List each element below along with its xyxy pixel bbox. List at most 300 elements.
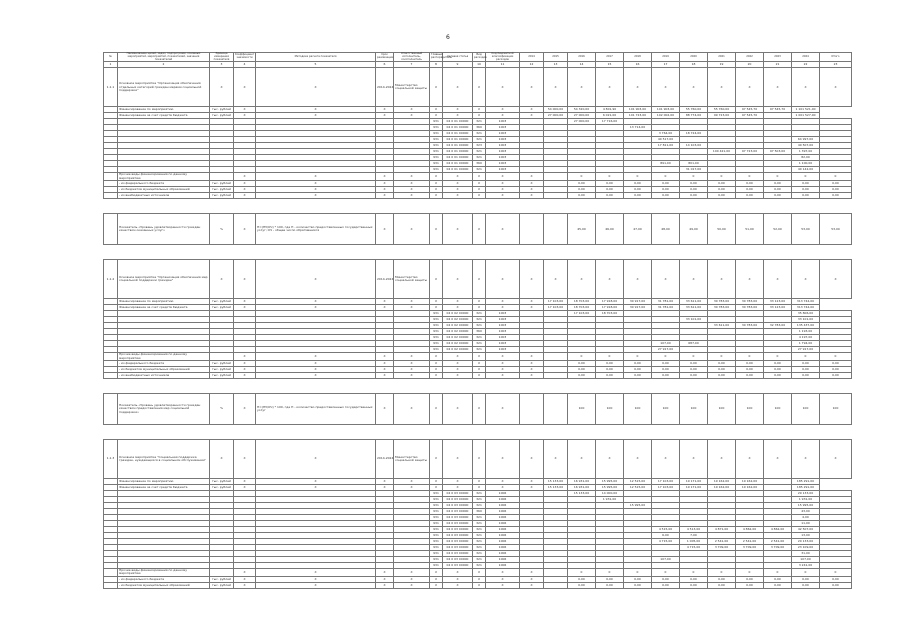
table-cell: X — [486, 440, 520, 479]
table-cell — [764, 199, 792, 214]
table-cell: X — [680, 260, 708, 299]
kbk-value: 11,00 — [792, 521, 820, 527]
document-table-sheet — [103, 52, 845, 612]
table-cell — [486, 425, 520, 440]
indicator-method: П=(ПУ/ОЧ) * 100, где П - количество предоставленных государственных услуг — [256, 394, 376, 425]
table-cell: X — [520, 576, 544, 582]
table-cell: X — [443, 181, 473, 187]
table-cell — [624, 379, 652, 394]
funding-value: 55 760,00 — [680, 107, 708, 113]
kbk-value: 20 133,00 — [792, 539, 820, 545]
kbk-target: 04 0 01 00000 — [443, 167, 473, 173]
kbk-grbs: 931 — [430, 563, 443, 569]
table-cell: X — [394, 569, 430, 577]
sub-financing-value: 0,00 — [624, 373, 652, 379]
table-cell: X — [376, 479, 394, 485]
table-cell: X — [394, 394, 430, 425]
column-number-cell: 11 — [486, 62, 520, 68]
table-cell: X — [443, 193, 473, 199]
table-cell — [104, 199, 118, 214]
sub-financing-value: 0,00 — [792, 582, 820, 588]
table-cell: X — [376, 367, 394, 373]
kbk-value: 3 241,00 — [792, 563, 820, 569]
table-cell — [708, 379, 736, 394]
column-number-cell: 2 — [118, 62, 210, 68]
funding-value: 1 101 521,00 — [792, 107, 820, 113]
table-cell: X — [376, 107, 394, 113]
kbk-target: 04 0 03 00000 — [443, 503, 473, 509]
table-cell: X — [473, 361, 486, 367]
table-cell: X — [443, 582, 473, 588]
table-cell: X — [520, 260, 544, 299]
sub-financing-value: 0,00 — [764, 582, 792, 588]
table-cell — [736, 379, 764, 394]
table-cell — [624, 425, 652, 440]
kbk-vr: 321 — [473, 545, 486, 551]
kbk-target: 04 0 01 00000 — [443, 149, 473, 155]
sub-financing-value: 0 — [708, 353, 736, 361]
kbk-vr: 321 — [473, 497, 486, 503]
table-cell: X — [473, 173, 486, 181]
table-cell: X — [473, 214, 486, 245]
kbk-value: 40 517,00 — [652, 137, 680, 143]
table-cell — [544, 245, 568, 260]
sub-financing-value: 0 — [652, 569, 680, 577]
table-cell — [544, 173, 568, 181]
table-cell — [256, 379, 376, 394]
table-cell: X — [473, 113, 486, 119]
sub-financing-value: 0,00 — [764, 373, 792, 379]
table-cell: X — [376, 187, 394, 193]
indicator-row — [104, 394, 852, 425]
kbk-value: 42 507,00 — [792, 527, 820, 533]
table-cell: X — [486, 373, 520, 379]
kbk-value: 3 709,00 — [708, 545, 736, 551]
sub-financing-value: 0,00 — [792, 576, 820, 582]
sub-financing-value: 0 — [596, 353, 624, 361]
sub-financing-value: 0,00 — [764, 181, 792, 187]
sub-financing-value: 0,00 — [596, 367, 624, 373]
funding-value: 17 103,00 — [652, 479, 680, 485]
kbk-value: 7,00 — [680, 533, 708, 539]
budget-value: 12 515,00 — [624, 485, 652, 491]
table-cell: X — [736, 68, 764, 107]
indicator-label: Показатель «Уровень удовлетворенности граждан качеством предоставления мер социальной поддержки» — [118, 394, 210, 425]
table-cell: X — [234, 193, 256, 199]
table-cell: X — [430, 173, 443, 181]
sub-financing-label: - из федерального бюджета — [118, 361, 210, 367]
kbk-value: 15 995,00 — [624, 503, 652, 509]
table-cell — [568, 425, 596, 440]
indicator-value: 100 — [764, 394, 792, 425]
kbk-value: 13,00 — [792, 533, 820, 539]
kbk-grbs: 931 — [430, 509, 443, 515]
kbk-vr: 321 — [473, 557, 486, 563]
sub-financing-value: 0,00 — [820, 373, 852, 379]
table-cell: X — [256, 260, 376, 299]
sub-financing-value: 0,00 — [708, 361, 736, 367]
kbk-grbs: 931 — [430, 341, 443, 347]
column-number-cell: 18 — [680, 62, 708, 68]
sub-financing-value: 0 — [708, 173, 736, 181]
kbk-value: 33 101,00 — [680, 317, 708, 323]
kbk-vr: 321 — [473, 527, 486, 533]
table-cell: X — [520, 187, 544, 193]
table-cell: X — [234, 582, 256, 588]
table-cell: X — [394, 107, 430, 113]
table-cell — [708, 425, 736, 440]
sub-financing-value: 0,00 — [736, 193, 764, 199]
kbk-section: 1006 — [486, 545, 520, 551]
sub-financing-value: 0,00 — [764, 187, 792, 193]
sub-financing-value: 0 — [596, 173, 624, 181]
kbk-value: 14 000,00 — [596, 491, 624, 497]
kbk-value: 35 806,00 — [792, 311, 820, 317]
sub-financing-value: 0,00 — [736, 373, 764, 379]
column-number-cell: 19 — [708, 62, 736, 68]
sub-financing-value: 0,00 — [708, 193, 736, 199]
funding-value: 33 611,00 — [680, 299, 708, 305]
kbk-grbs: 931 — [430, 557, 443, 563]
sub-financing-value: 0,00 — [792, 373, 820, 379]
table-cell — [486, 199, 520, 214]
sub-financing-value: 0 — [680, 569, 708, 577]
kbk-value: 3 764,00 — [652, 131, 680, 137]
funding-value: 12 515,00 — [624, 479, 652, 485]
table-cell: X — [520, 299, 544, 305]
sub-financing-value: 0,00 — [764, 361, 792, 367]
table-cell — [104, 569, 118, 577]
sub-financing-unit: тыс. рублей — [210, 576, 234, 582]
kbk-section: 1006 — [486, 491, 520, 497]
kbk-section: 1003 — [486, 125, 520, 131]
table-cell: X — [473, 193, 486, 199]
table-cell — [652, 199, 680, 214]
budget-value: 88 774,00 — [680, 113, 708, 119]
kbk-target: 04 0 02 00000 — [443, 329, 473, 335]
indicator-value: 53,00 — [820, 214, 852, 245]
kbk-value: 4 715,00 — [680, 545, 708, 551]
budget-value: 313 744,00 — [792, 305, 820, 311]
kbk-target: 04 0 01 00000 — [443, 137, 473, 143]
table-cell — [708, 199, 736, 214]
table-cell: X — [256, 299, 376, 305]
budget-value: 33 123,00 — [764, 305, 792, 311]
table-cell: X — [443, 373, 473, 379]
table-cell: X — [256, 305, 376, 311]
header-cell: Единица измерения показателя — [210, 53, 234, 62]
sub-financing-value: 0 — [568, 569, 596, 577]
table-cell: X — [520, 361, 544, 367]
table-cell: X — [430, 353, 443, 361]
sub-financing-value: 0,00 — [652, 367, 680, 373]
table-cell: X — [430, 107, 443, 113]
block-number: 1.1.3 — [104, 440, 118, 479]
kbk-section: 1006 — [486, 557, 520, 563]
sub-financing-value: 0,00 — [652, 576, 680, 582]
table-cell — [792, 379, 820, 394]
table-cell: X — [443, 353, 473, 361]
kbk-target: 04 0 02 00000 — [443, 335, 473, 341]
table-cell: X — [256, 107, 376, 113]
sub-financing-value: 0,00 — [652, 187, 680, 193]
sub-financing-unit — [210, 569, 234, 577]
sub-financing-value: 0 — [764, 173, 792, 181]
kbk-vr: 321 — [473, 503, 486, 509]
table-cell: X — [234, 485, 256, 491]
table-cell: X — [443, 479, 473, 485]
sub-financing-value: 0,00 — [820, 582, 852, 588]
year-header-cell: 2015 — [544, 53, 568, 62]
table-cell: X — [234, 305, 256, 311]
year-header-cell: 2016 — [568, 53, 596, 62]
table-cell: X — [376, 394, 394, 425]
table-cell: X — [256, 173, 376, 181]
table-cell: X — [473, 394, 486, 425]
kbk-value: 97 503,00 — [764, 149, 792, 155]
table-cell — [394, 425, 430, 440]
table-cell: X — [443, 260, 473, 299]
table-cell: X — [430, 373, 443, 379]
table-cell — [118, 245, 210, 260]
sub-financing-value: 0,00 — [820, 576, 852, 582]
kbk-vr: 321 — [473, 521, 486, 527]
header-cell: Методика расчета показателя — [256, 53, 376, 62]
indicator-value: 100 — [624, 394, 652, 425]
table-cell: X — [430, 440, 443, 479]
kbk-section: 1003 — [486, 143, 520, 149]
table-cell: X — [486, 305, 520, 311]
table-cell: X — [792, 68, 820, 107]
funding-value: 19 162,00 — [708, 479, 736, 485]
table-cell — [708, 245, 736, 260]
column-number-cell: 9 — [443, 62, 473, 68]
column-number-cell: 13 — [544, 62, 568, 68]
kbk-target: 04 0 03 00000 — [443, 557, 473, 563]
budget-value: 185 291,00 — [792, 485, 820, 491]
table-cell: X — [486, 113, 520, 119]
table-cell: X — [394, 173, 430, 181]
budget-value: 6 021,00 — [596, 113, 624, 119]
kbk-value: 97 723,00 — [736, 149, 764, 155]
budget-label: Финансирование за счет средств бюджета — [118, 305, 210, 311]
header-cell: Наименование целей, задач, подпрограмм, основных мероприятий, мероприятий, показателей, значения показателей — [118, 53, 210, 62]
table-cell: X — [486, 299, 520, 305]
funding-value: 54 320,00 — [568, 107, 596, 113]
table-cell: X — [486, 214, 520, 245]
sub-financing-value: 0,00 — [596, 181, 624, 187]
sub-financing-value: 0,00 — [708, 373, 736, 379]
table-cell: X — [430, 582, 443, 588]
indicator-value: 46,00 — [596, 214, 624, 245]
table-cell: X — [394, 582, 430, 588]
sub-financing-value: 0 — [820, 353, 852, 361]
kbk-value: 4 197,00 — [792, 335, 820, 341]
table-cell — [680, 245, 708, 260]
sub-financing-value: 0,00 — [624, 181, 652, 187]
kbk-value: 4,00 — [792, 515, 820, 521]
indicator-value: 100 — [680, 394, 708, 425]
sub-financing-value: 0,00 — [680, 582, 708, 588]
table-cell: X — [443, 394, 473, 425]
table-cell: X — [430, 485, 443, 491]
table-cell: X — [394, 373, 430, 379]
kbk-section: 1003 — [486, 329, 520, 335]
column-number-cell: 21 — [764, 62, 792, 68]
kbk-target: 04 0 01 00000 — [443, 125, 473, 131]
sub-financing-value: 0 — [680, 173, 708, 181]
table-cell: X — [234, 576, 256, 582]
budget-value: 31 781,00 — [652, 305, 680, 311]
kbk-target: 04 0 03 00000 — [443, 491, 473, 497]
table-cell: X — [430, 187, 443, 193]
kbk-vr: 323 — [473, 143, 486, 149]
kbk-section: 1006 — [486, 509, 520, 515]
table-cell: X — [394, 305, 430, 311]
indicator-row — [104, 214, 852, 245]
kbk-value: 3 709,00 — [764, 545, 792, 551]
sub-financing-value: 0,00 — [624, 576, 652, 582]
kbk-value: 30 783,00 — [736, 323, 764, 329]
table-cell: X — [430, 305, 443, 311]
table-cell — [596, 245, 624, 260]
budget-value: 15 133,00 — [544, 485, 568, 491]
kbk-vr: 321 — [473, 137, 486, 143]
year-header-cell: 2022 — [736, 53, 764, 62]
table-cell — [234, 425, 256, 440]
sub-financing-row — [104, 582, 852, 588]
table-cell: X — [520, 479, 544, 485]
sub-financing-row — [104, 353, 852, 361]
table-cell: X — [394, 485, 430, 491]
sub-financing-value: 0,00 — [652, 582, 680, 588]
kbk-value: 4 715,00 — [652, 539, 680, 545]
kbk-value: 891,00 — [652, 161, 680, 167]
kbk-grbs: 931 — [430, 527, 443, 533]
sub-financing-value: 0,00 — [708, 367, 736, 373]
table-cell: X — [443, 305, 473, 311]
kbk-value: 40 507,00 — [792, 143, 820, 149]
table-cell — [568, 245, 596, 260]
kbk-grbs: 931 — [430, 503, 443, 509]
kbk-vr: 360 — [473, 509, 486, 515]
header-cell: Целевая статья — [443, 53, 473, 62]
table-cell — [792, 199, 820, 214]
table-cell: X — [764, 440, 792, 479]
budget-value: 19 162,00 — [708, 485, 736, 491]
column-number-cell: 1 — [104, 62, 118, 68]
budget-value: 19 162,00 — [736, 485, 764, 491]
table-cell: X — [234, 113, 256, 119]
sub-financing-value: 0,00 — [652, 373, 680, 379]
table-cell — [256, 245, 376, 260]
table-cell: X — [764, 68, 792, 107]
table-cell: X — [376, 113, 394, 119]
kbk-grbs: 931 — [430, 335, 443, 341]
table-cell — [210, 245, 234, 260]
kbk-value: 801,00 — [680, 161, 708, 167]
table-cell — [430, 199, 443, 214]
kbk-section: 1003 — [486, 311, 520, 317]
sub-financing-value: 0,00 — [568, 373, 596, 379]
kbk-target: 04 0 03 00000 — [443, 515, 473, 521]
funding-value: 30 917,00 — [624, 299, 652, 305]
table-cell: X — [520, 113, 544, 119]
kbk-value: 1 931,00 — [596, 497, 624, 503]
table-cell: X — [210, 68, 234, 107]
budget-value: 17 103,00 — [652, 485, 680, 491]
indicator-value: 100 — [596, 394, 624, 425]
table-cell: X — [792, 440, 820, 479]
sub-financing-label: - из внебюджетных источников — [118, 193, 210, 199]
table-cell — [544, 353, 568, 361]
kbk-value: 6,00 — [652, 533, 680, 539]
sub-financing-value: 0,00 — [596, 582, 624, 588]
indicator-value: 100 — [820, 394, 852, 425]
budget-value: 19 171,00 — [680, 485, 708, 491]
column-number-cell: 16 — [624, 62, 652, 68]
table-cell — [104, 379, 118, 394]
indicator-value: 53,00 — [792, 214, 820, 245]
table-cell: X — [210, 260, 234, 299]
sub-financing-value: 0,00 — [736, 187, 764, 193]
indicator-unit: % — [210, 394, 234, 425]
table-cell: X — [234, 367, 256, 373]
table-cell — [820, 425, 852, 440]
kbk-vr: 321 — [473, 317, 486, 323]
kbk-value: 23 109,00 — [792, 545, 820, 551]
table-cell — [430, 245, 443, 260]
sub-financing-value: 0,00 — [820, 367, 852, 373]
table-cell: X — [376, 353, 394, 361]
table-cell: X — [624, 440, 652, 479]
block-title: Основное мероприятие "Организация обеспечения отдельных категорий граждан мерами социальной поддержки" — [118, 68, 210, 107]
year-header-cell: 2021 — [708, 53, 736, 62]
sub-financing-value: 0,00 — [652, 361, 680, 367]
funding-value: 31 781,00 — [652, 299, 680, 305]
table-cell — [736, 199, 764, 214]
table-cell: X — [443, 107, 473, 113]
table-cell — [820, 245, 852, 260]
kbk-section: 1003 — [486, 167, 520, 173]
kbk-value: 27 000,00 — [568, 119, 596, 125]
table-cell: X — [520, 485, 544, 491]
indicator-value: 100 — [792, 394, 820, 425]
sub-financing-unit: тыс. рублей — [210, 373, 234, 379]
funding-value: 101 903,00 — [652, 107, 680, 113]
table-cell: X — [473, 576, 486, 582]
table-cell — [652, 425, 680, 440]
kbk-value: 31,00 — [792, 551, 820, 557]
kbk-target: 04 0 01 00000 — [443, 131, 473, 137]
table-cell — [624, 199, 652, 214]
sub-financing-value: 0,00 — [736, 367, 764, 373]
sub-financing-value: 0 — [708, 569, 736, 577]
table-cell: X — [473, 187, 486, 193]
kbk-section: 1003 — [486, 341, 520, 347]
kbk-vr: 321 — [473, 539, 486, 545]
table-cell: X — [473, 367, 486, 373]
sub-financing-value: 0 — [792, 353, 820, 361]
sub-financing-value: 0,00 — [792, 187, 820, 193]
kbk-value: 15 133,00 — [568, 491, 596, 497]
table-cell — [394, 379, 430, 394]
table-cell: X — [430, 260, 443, 299]
kbk-value: 15 995,00 — [792, 503, 820, 509]
table-cell: X — [473, 485, 486, 491]
table-cell: X — [486, 173, 520, 181]
table-cell — [256, 199, 376, 214]
